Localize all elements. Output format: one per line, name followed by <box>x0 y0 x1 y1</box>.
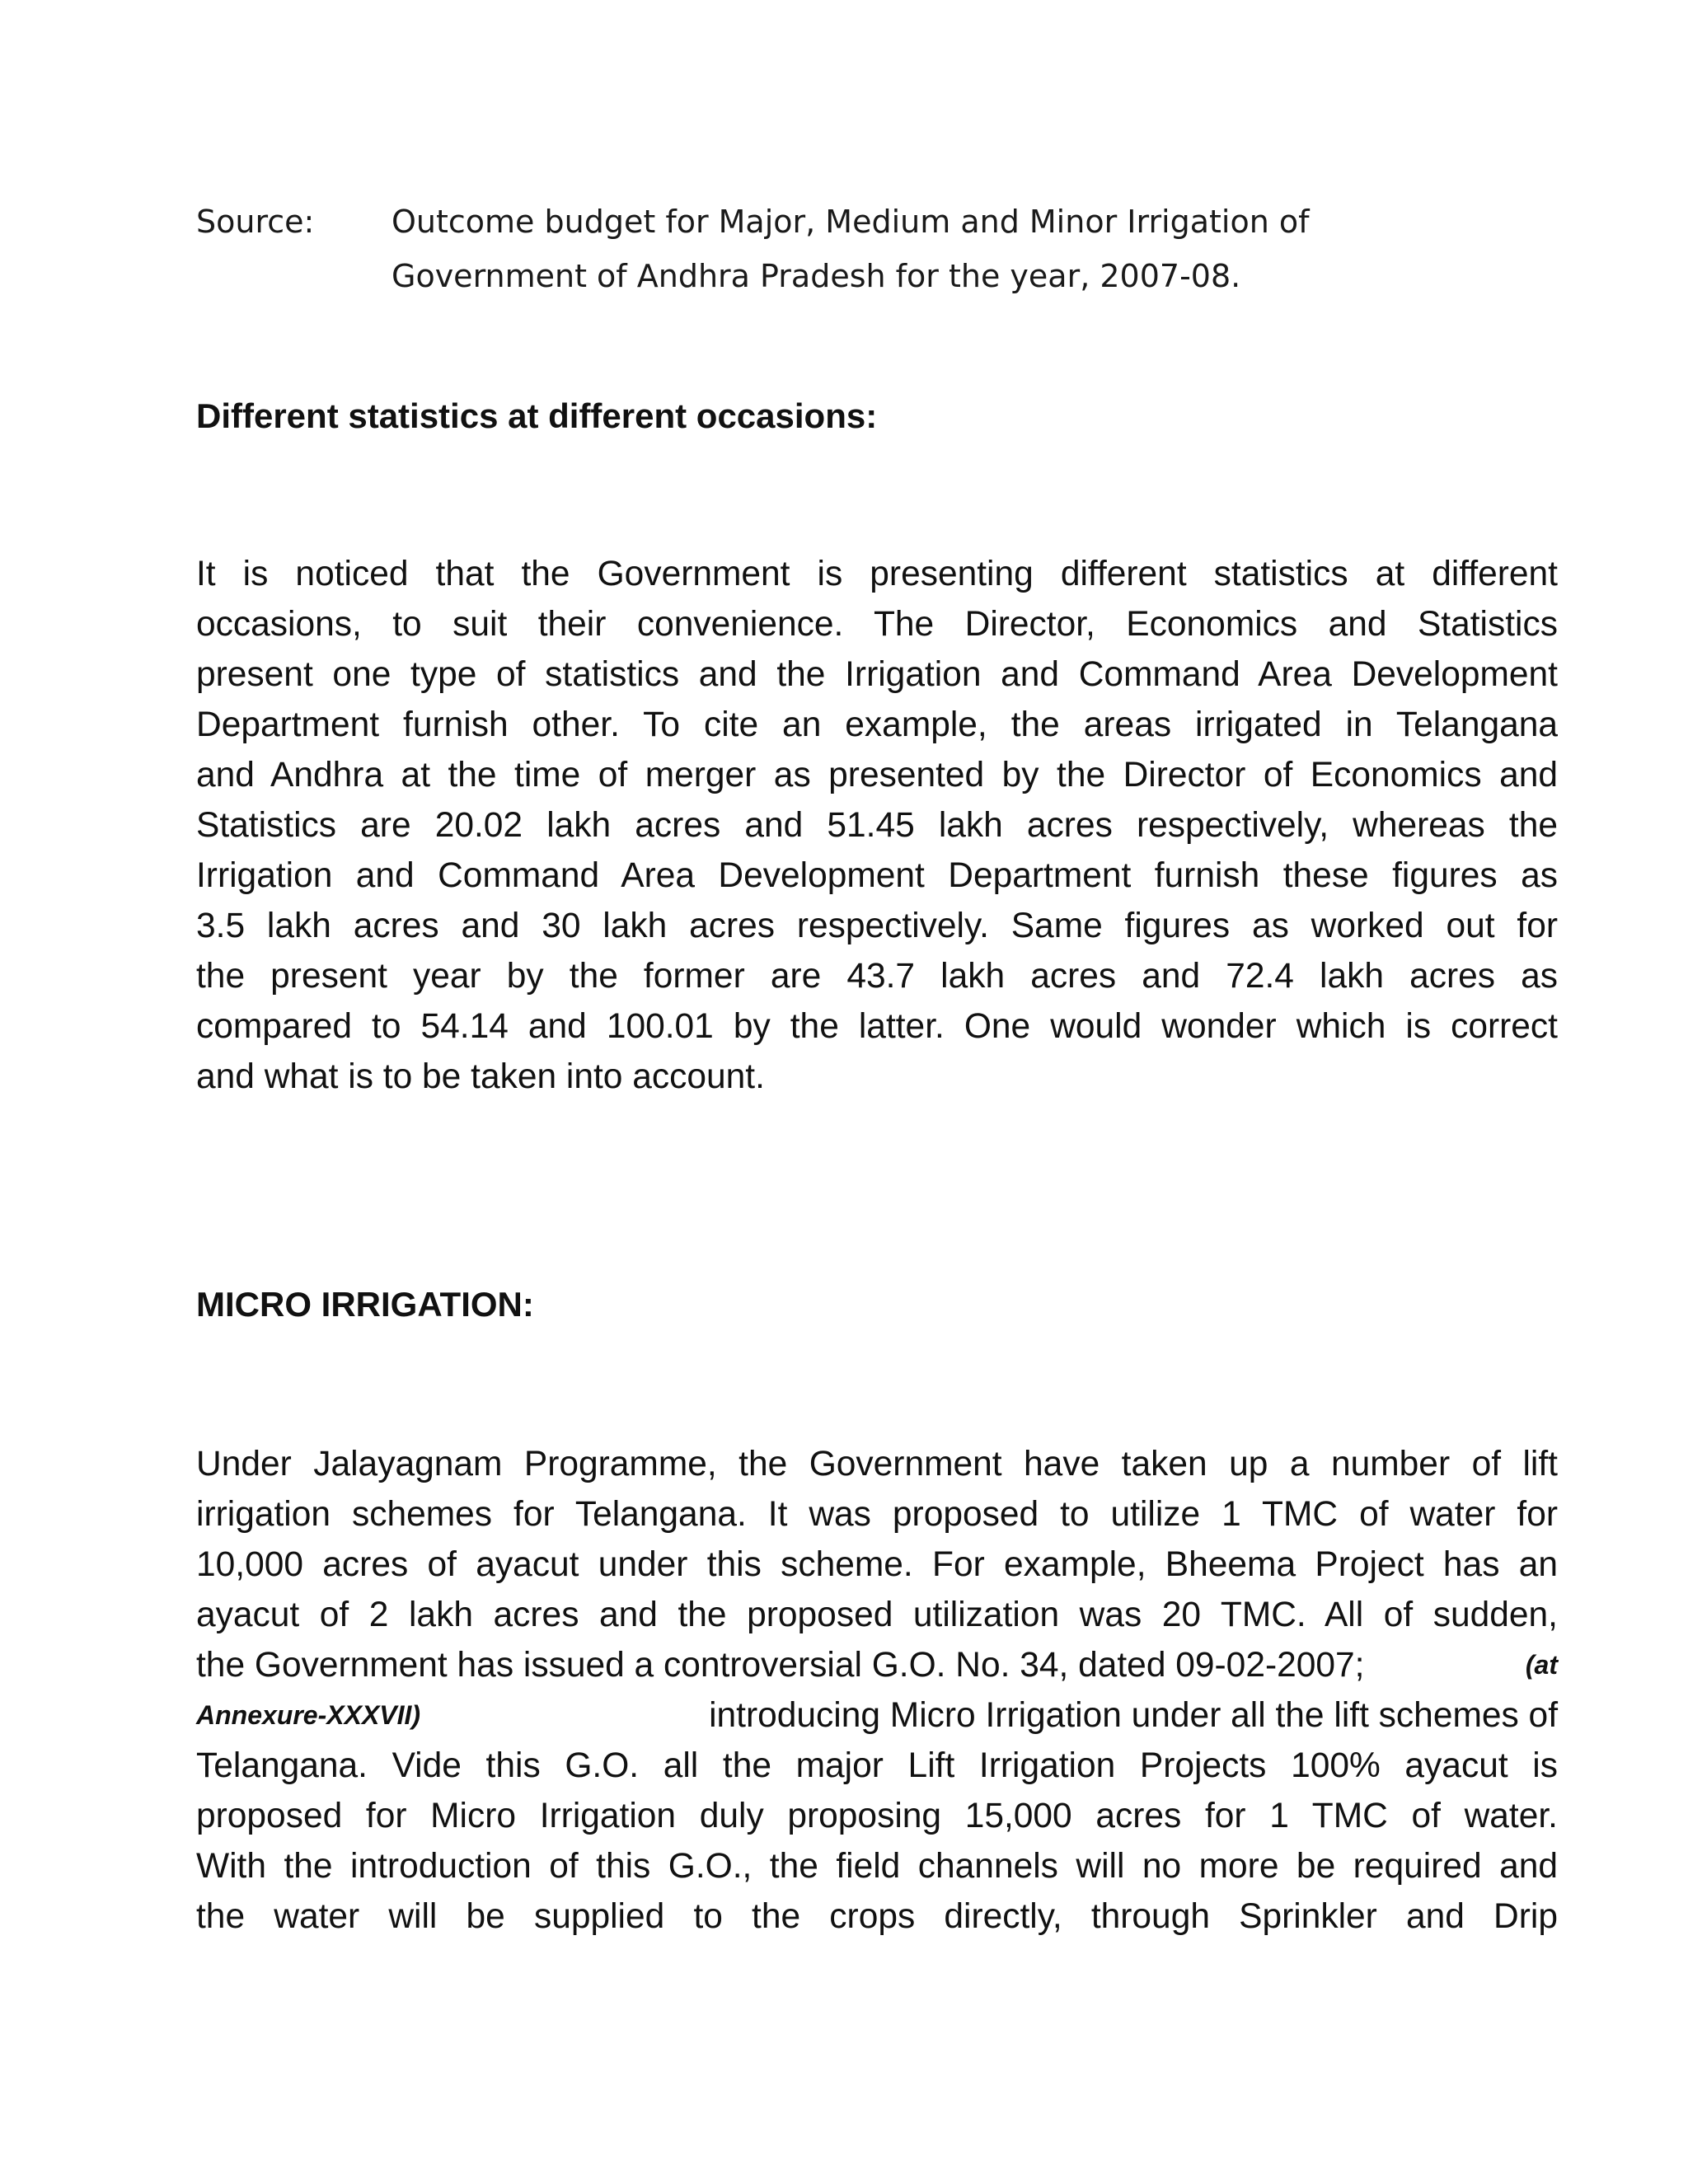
paragraph-line: the present year by the former are 43.7 lakh acres and 72.4 lakh acres as <box>196 957 1558 996</box>
paragraph-line: compared to 54.14 and 100.01 by the latter. One would wonder which is correct <box>196 1007 1558 1046</box>
paragraph-line: Statistics are 20.02 lakh acres and 51.45 lakh acres respectively, whereas the <box>196 806 1558 845</box>
paragraph-line: occasions, to suit their convenience. The Director, Economics and Statistics <box>196 605 1558 644</box>
source-line-1: Outcome budget for Major, Medium and Minor Irrigation of <box>392 204 1310 240</box>
paragraph-line: Department furnish other. To cite an example, the areas irrigated in Telangana <box>196 705 1558 744</box>
paragraph-line: irrigation schemes for Telangana. It was proposed to utilize 1 TMC of water for <box>196 1495 1558 1534</box>
paragraph-line: Irrigation and Command Area Development Department furnish these figures as <box>196 856 1558 895</box>
paragraph-line: ayacut of 2 lakh acres and the proposed utilization was 20 TMC. All of sudden, <box>196 1596 1558 1634</box>
paragraph-line: present one type of statistics and the Irrigation and Command Area Development <box>196 655 1558 694</box>
section-heading-statistics: Different statistics at different occasions: <box>196 396 878 435</box>
source-line-2: Government of Andhra Pradesh for the year, 2007-08. <box>392 258 1241 294</box>
annexure-reference: Annexure-XXXVII) <box>196 1700 421 1730</box>
paragraph-line-with-reference <box>196 1640 1558 1690</box>
paragraph-line: With the introduction of this G.O., the field channels will no more be required and <box>196 1847 1558 1886</box>
paragraph-line: It is noticed that the Government is presenting different statistics at different <box>196 555 1558 593</box>
paragraph-line-text: the Government has issued a controversial G.O. No. 34, dated 09-02-2007; <box>196 1646 1365 1685</box>
paragraph-line: proposed for Micro Irrigation duly proposing 15,000 acres for 1 TMC of water. <box>196 1797 1558 1835</box>
source-label: Source: <box>196 204 315 240</box>
paragraph-line: 3.5 lakh acres and 30 lakh acres respectively. Same figures as worked out for <box>196 907 1558 945</box>
paragraph-line: the water will be supplied to the crops directly, through Sprinkler and Drip <box>196 1897 1558 1936</box>
paragraph-line: and what is to be taken into account. <box>196 1057 765 1096</box>
paragraph-statistics <box>196 549 1558 1102</box>
section-heading-micro-irrigation: MICRO IRRIGATION: <box>196 1285 534 1324</box>
source-text <box>392 194 1529 303</box>
paragraph-line: Under Jalayagnam Programme, the Government have taken up a number of lift <box>196 1445 1558 1483</box>
annexure-reference-open: (at <box>1525 1650 1558 1680</box>
paragraph-line: and Andhra at the time of merger as presented by the Director of Economics and <box>196 756 1558 794</box>
paragraph-micro-irrigation <box>196 1439 1558 1942</box>
paragraph-line-with-reference <box>196 1690 1558 1741</box>
paragraph-line: 10,000 acres of ayacut under this scheme. For example, Bheema Project has an <box>196 1545 1558 1584</box>
paragraph-line: Telangana. Vide this G.O. all the major Lift Irrigation Projects 100% ayacut is <box>196 1746 1558 1785</box>
paragraph-line-text: introducing Micro Irrigation under all the lift schemes of <box>709 1696 1558 1735</box>
